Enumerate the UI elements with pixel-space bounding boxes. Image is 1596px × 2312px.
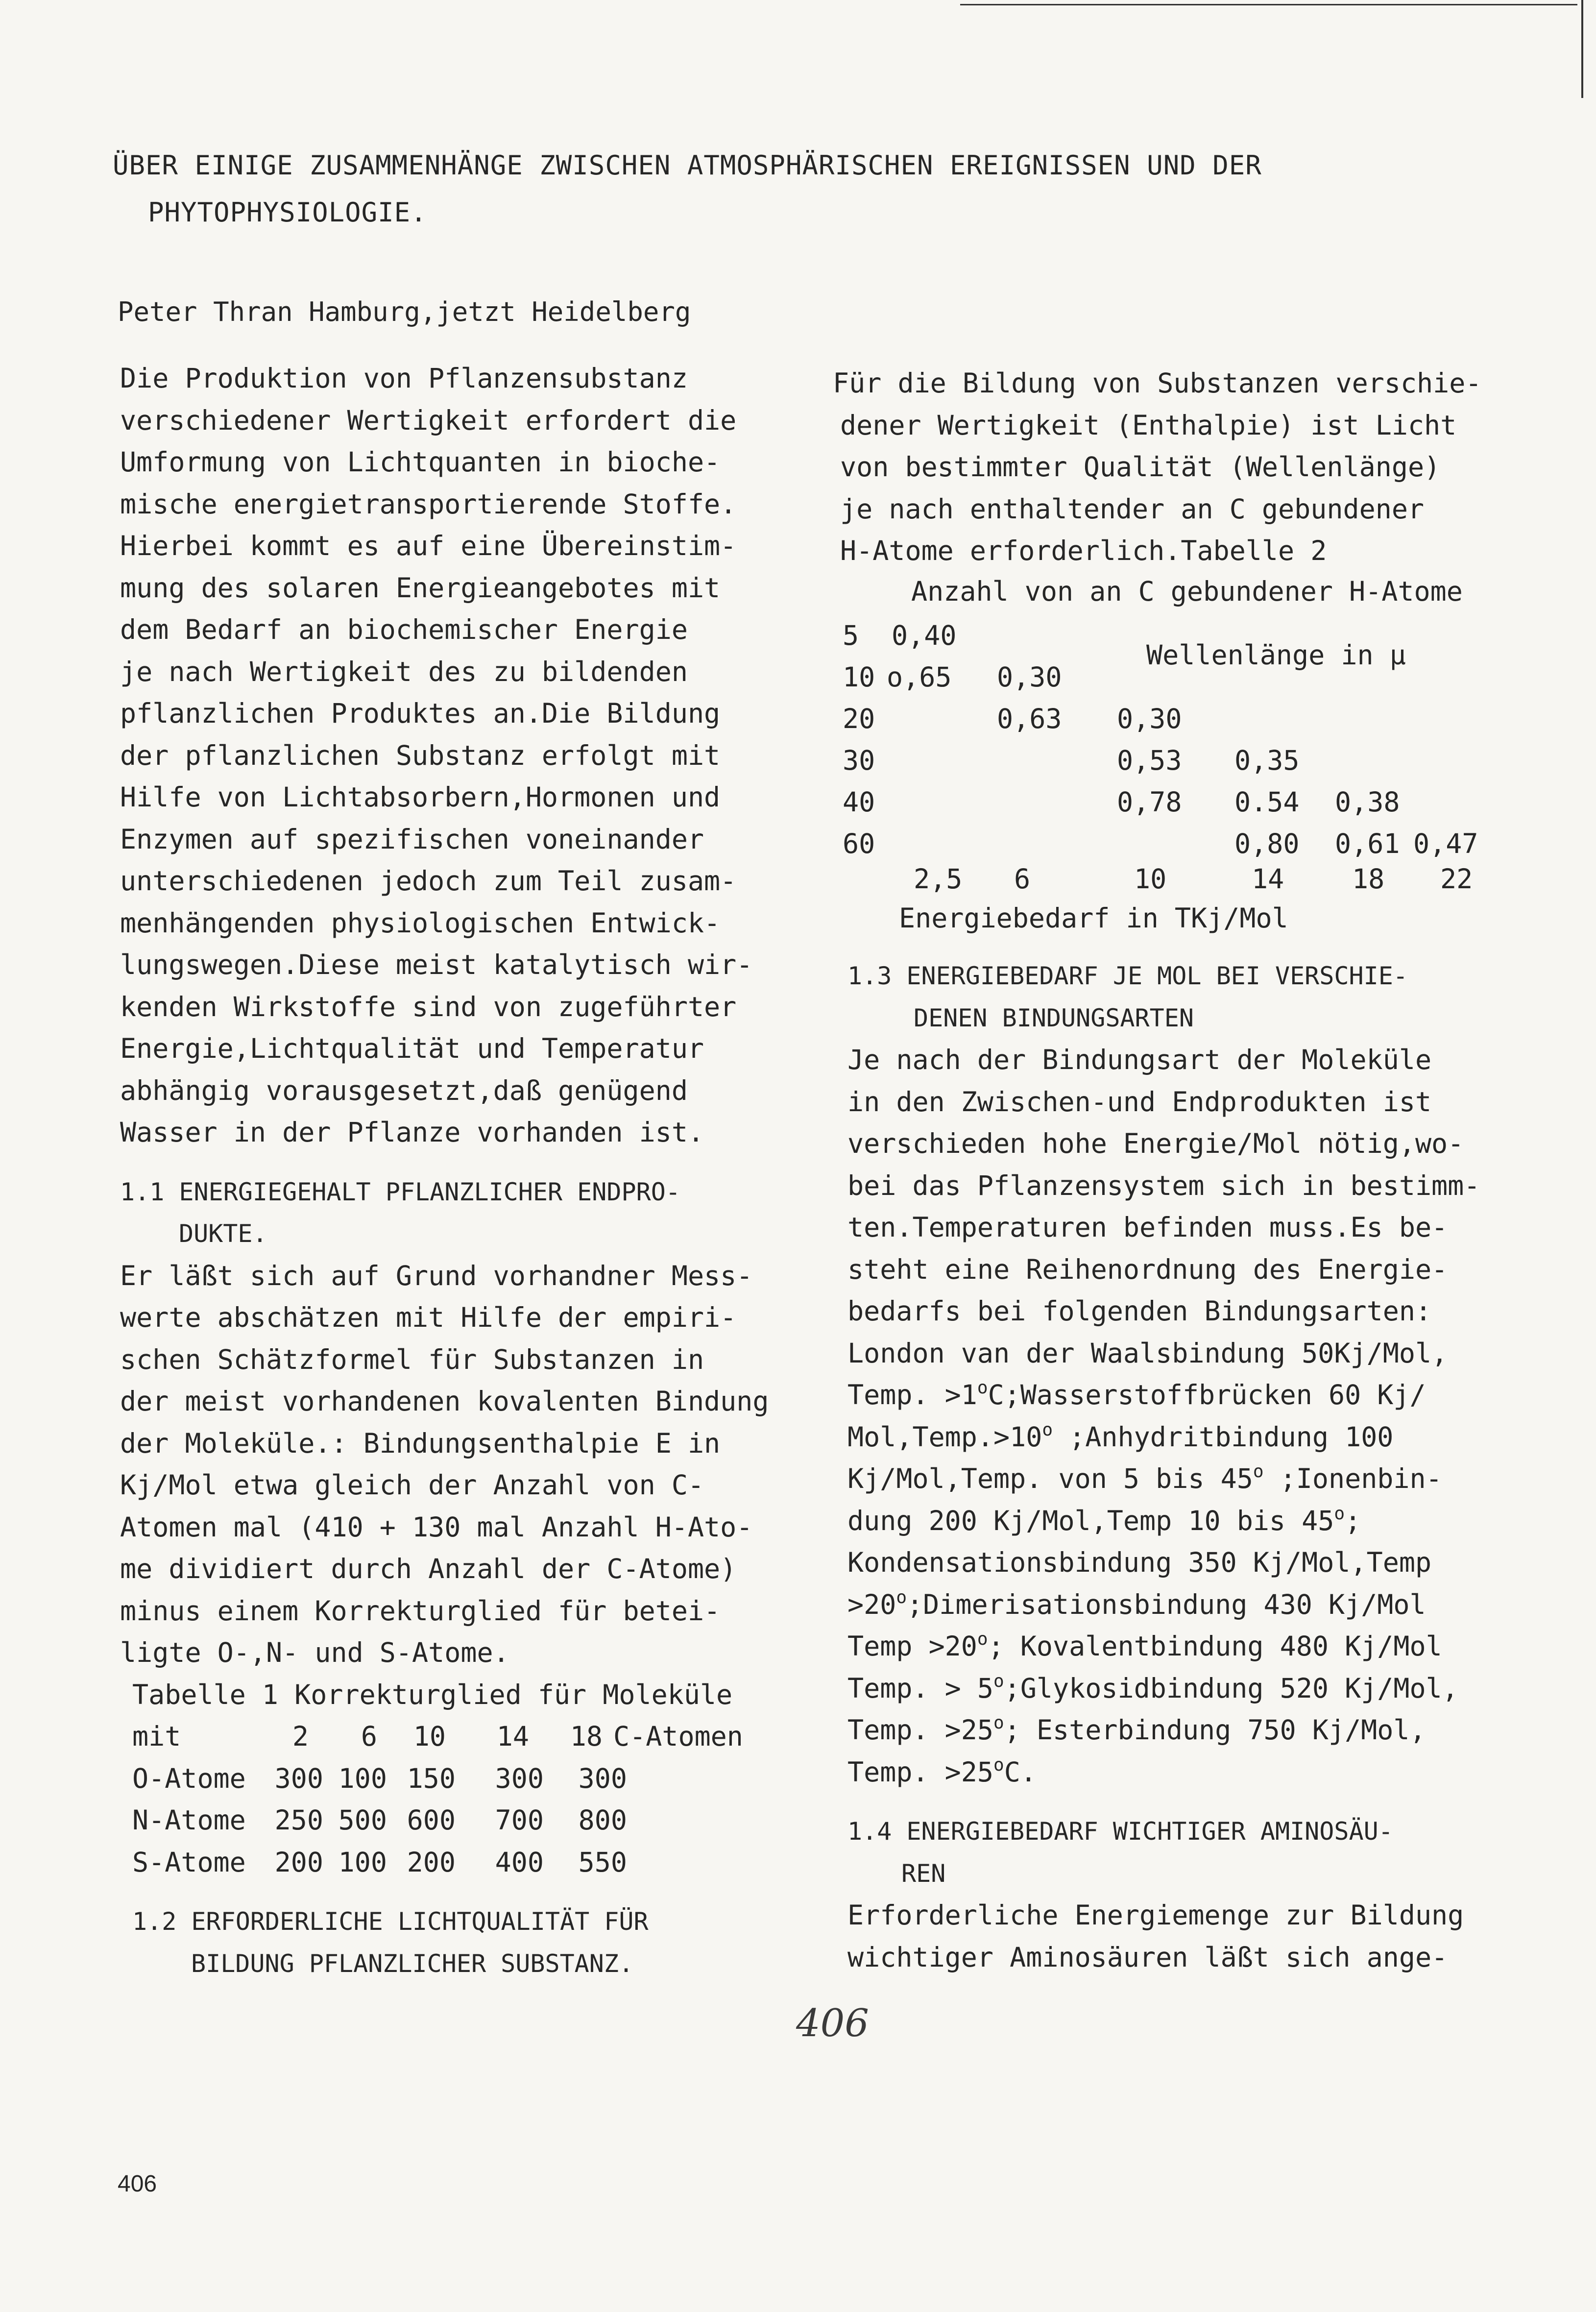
- title-line-1: ÜBER EINIGE ZUSAMMENHÄNGE ZWISCHEN ATMOSPHÄRISCHEN EREIGNISSEN UND DER: [113, 150, 1262, 181]
- degree-sign: o: [977, 1378, 988, 1398]
- table1-header-label: mit: [132, 1721, 181, 1752]
- table1-row-label: N-Atome: [132, 1804, 246, 1836]
- table1-cell: 250: [274, 1804, 323, 1836]
- title-line-2: PHYTOPHYSIOLOGIE.: [148, 197, 427, 228]
- degree-sign: o: [896, 1587, 907, 1607]
- table2-energy: 14: [1252, 863, 1284, 895]
- table1-row: [120, 1800, 806, 1842]
- para-line: H-Atome erforderlich.Tabelle 2: [840, 535, 1327, 566]
- table2-cell: 0,35: [1234, 745, 1300, 776]
- table1-cell: 300: [274, 1762, 323, 1794]
- table1-col: 14: [496, 1721, 529, 1752]
- table2-energy: 18: [1352, 863, 1385, 895]
- table1-cell: 150: [407, 1762, 456, 1794]
- table2-cell: 0,47: [1413, 828, 1478, 859]
- para-line: Er läßt sich auf Grund vorhandner Mess-: [120, 1260, 753, 1291]
- text-run: Kj/Mol,Temp. von 5 bis 45: [847, 1463, 1253, 1494]
- intro-line: je nach Wertigkeit des zu bildenden: [120, 656, 688, 687]
- table1-unit: C-Atomen: [613, 1721, 743, 1752]
- para-line: me dividiert durch Anzahl der C-Atome): [120, 1553, 737, 1584]
- table2-row-label: 60: [843, 828, 875, 859]
- degree-sign: o: [1253, 1461, 1264, 1482]
- para-line: werte abschätzen mit Hilfe der empiri-: [120, 1302, 737, 1333]
- text-run: ;Glykosidbindung 520 Kj/Mol,: [1004, 1672, 1458, 1704]
- table1-row: [120, 1758, 806, 1800]
- para-line: Erforderliche Energiemenge zur Bildung: [847, 1899, 1464, 1931]
- table1-col: 6: [361, 1721, 377, 1752]
- table2-energy: 2,5: [914, 863, 963, 895]
- para-line: dener Wertigkeit (Enthalpie) ist Licht: [840, 409, 1457, 441]
- para-line: minus einem Korrekturglied für betei-: [120, 1595, 721, 1627]
- para-line: Kj/Mol etwa gleich der Anzahl von C-: [120, 1469, 704, 1501]
- text-run: Temp. >25: [847, 1756, 994, 1788]
- para-line: Atomen mal (410 + 130 mal Anzahl H-Ato-: [120, 1511, 753, 1543]
- degree-sign: o: [1042, 1419, 1053, 1440]
- para-line: wichtiger Aminosäuren läßt sich ange-: [847, 1941, 1448, 1973]
- degree-sign: o: [993, 1671, 1004, 1691]
- para-line: Kondensationsbindung 350 Kj/Mol,Temp: [847, 1547, 1432, 1578]
- section-1-1-heading-cont: DUKTE.: [179, 1219, 267, 1248]
- para-line: [847, 1500, 1558, 1542]
- table2-cell: o,65: [887, 661, 952, 693]
- table2-cell: 0,40: [892, 620, 957, 651]
- table1-cell: 550: [578, 1846, 627, 1878]
- para-line: [847, 1374, 1558, 1416]
- para-line: [847, 1709, 1558, 1752]
- degree-sign: o: [977, 1629, 988, 1649]
- text-run: ; Kovalentbindung 480 Kj/Mol: [988, 1631, 1442, 1662]
- table1-cell: 100: [338, 1846, 387, 1878]
- table1-row-label: S-Atome: [132, 1846, 246, 1878]
- table2-cell: 0,61: [1335, 828, 1400, 859]
- intro-line: abhängig vorausgesetzt,daß genügend: [120, 1074, 688, 1106]
- table2-cell: 0,30: [1117, 703, 1182, 734]
- intro-line: Wasser in der Pflanze vorhanden ist.: [120, 1117, 704, 1148]
- table2-row-label: 20: [843, 703, 875, 734]
- table2-row-label: 40: [843, 786, 875, 818]
- author-line: Peter Thran Hamburg,jetzt Heidelberg: [118, 296, 691, 327]
- table2-unit-label: Wellenlänge in μ: [1146, 639, 1406, 671]
- para-line: der Moleküle.: Bindungsenthalpie E in: [120, 1427, 721, 1459]
- para-line: je nach enthaltender an C gebundener: [840, 493, 1425, 525]
- table1-cell: 200: [407, 1846, 456, 1878]
- table1-col: 10: [413, 1721, 446, 1752]
- text-run: ;Dimerisationsbindung 430 Kj/Mol: [907, 1588, 1426, 1620]
- text-run: C.: [1004, 1756, 1037, 1788]
- handwritten-page-number: 406: [796, 2001, 869, 2045]
- section-1-3-heading-cont: DENEN BINDUNGSARTEN: [914, 1003, 1194, 1032]
- table1-col: 18: [570, 1721, 603, 1752]
- table1-cell: 200: [274, 1846, 323, 1878]
- page-number: 406: [118, 2171, 157, 2197]
- intro-line: verschiedener Wertigkeit erfordert die: [120, 404, 737, 436]
- intro-line: Enzymen auf spezifischen voneinander: [120, 823, 704, 855]
- section-1-4-heading-cont: REN: [901, 1859, 946, 1888]
- table1-row: [120, 1842, 806, 1884]
- text-run: dung 200 Kj/Mol,Temp 10 bis 45: [847, 1505, 1334, 1536]
- table2-cell: 0,53: [1117, 745, 1182, 776]
- table2-cell: 0,78: [1117, 786, 1182, 818]
- text-run: >20: [847, 1588, 896, 1620]
- text-run: Temp. > 5: [847, 1672, 994, 1704]
- text-run: ; Esterbindung 750 Kj/Mol,: [1004, 1714, 1426, 1746]
- table1-cell: 400: [495, 1846, 544, 1878]
- para-line: London van der Waalsbindung 50Kj/Mol,: [847, 1337, 1448, 1369]
- para-line: steht eine Reihenordnung des Energie-: [847, 1253, 1448, 1285]
- para-line: ten.Temperaturen befinden muss.Es be-: [847, 1212, 1448, 1243]
- table1-cell: 700: [495, 1804, 544, 1836]
- table1-cell: 100: [338, 1762, 387, 1794]
- intro-line: Energie,Lichtqualität und Temperatur: [120, 1033, 704, 1064]
- intro-line: Hilfe von Lichtabsorbern,Hormonen und: [120, 781, 721, 813]
- table2-cell: 0,80: [1234, 828, 1300, 859]
- text-run: ;Ionenbin-: [1263, 1463, 1442, 1494]
- text-run: Temp >20: [847, 1631, 977, 1662]
- intro-line: lungswegen.Diese meist katalytisch wir-: [120, 949, 753, 980]
- para-line: bei das Pflanzensystem sich in bestimm-: [847, 1169, 1480, 1201]
- table1-header-row: [120, 1716, 806, 1758]
- section-1-1-heading: 1.1 ENERGIEGEHALT PFLANZLICHER ENDPRO-: [120, 1177, 680, 1206]
- para-line: der meist vorhandenen kovalenten Bindung: [120, 1386, 769, 1417]
- table2-cell: 0,63: [997, 703, 1062, 734]
- table1-cell: 600: [407, 1804, 456, 1836]
- para-line: [847, 1458, 1558, 1500]
- para-line: [847, 1416, 1558, 1459]
- para-line: in den Zwischen-und Endprodukten ist: [847, 1086, 1432, 1118]
- degree-sign: o: [1334, 1503, 1345, 1524]
- intro-line: der pflanzlichen Substanz erfolgt mit: [120, 739, 721, 771]
- table1-cell: 800: [578, 1804, 627, 1836]
- para-line: Für die Bildung von Substanzen verschie-: [833, 367, 1482, 399]
- table2-cell: 0,30: [997, 661, 1062, 693]
- para-line: ligte O-,N- und S-Atome.: [120, 1637, 509, 1668]
- table2-cell: 0,38: [1335, 786, 1400, 818]
- intro-line: Hierbei kommt es auf eine Übereinstim-: [120, 530, 737, 561]
- table2-energy: 6: [1014, 863, 1031, 895]
- para-line: [847, 1626, 1558, 1668]
- table1-caption: Tabelle 1 Korrekturglied für Moleküle: [132, 1679, 733, 1710]
- table2-cell: 0.54: [1234, 786, 1300, 818]
- table1-cell: 300: [578, 1762, 627, 1794]
- intro-line: dem Bedarf an biochemischer Energie: [120, 614, 688, 645]
- text-run: ;Anhydritbindung 100: [1053, 1421, 1394, 1453]
- right-column-bottom: [847, 955, 1558, 1978]
- para-line: [847, 1752, 1558, 1794]
- degree-sign: o: [993, 1754, 1004, 1775]
- intro-line: mung des solaren Energieangebotes mit: [120, 572, 721, 604]
- para-line: [847, 1584, 1558, 1626]
- section-1-2-heading-cont: BILDUNG PFLANZLICHER SUBSTANZ.: [191, 1949, 634, 1978]
- text-run: Temp. >25: [847, 1714, 994, 1746]
- table2-energy: 22: [1440, 863, 1473, 895]
- para-line: schen Schätzformel für Substanzen in: [120, 1343, 704, 1375]
- table2-row-label: 10: [843, 661, 875, 693]
- table2-energy-label: Energiebedarf in TKj/Mol: [899, 902, 1288, 934]
- table1-row-label: O-Atome: [132, 1762, 246, 1794]
- degree-sign: o: [993, 1713, 1004, 1733]
- text-run: ;: [1345, 1505, 1361, 1536]
- table2-energy: 10: [1134, 863, 1167, 895]
- intro-line: pflanzlichen Produktes an.Die Bildung: [120, 698, 721, 729]
- intro-line: Umformung von Lichtquanten in bioche-: [120, 446, 721, 478]
- table1-cell: 500: [338, 1804, 387, 1836]
- left-column: [120, 358, 806, 1985]
- section-1-3-heading: 1.3 ENERGIEBEDARF JE MOL BEI VERSCHIE-: [847, 962, 1408, 990]
- section-1-4-heading: 1.4 ENERGIEBEDARF WICHTIGER AMINOSÄU-: [847, 1817, 1393, 1846]
- para-line: Je nach der Bindungsart der Moleküle: [847, 1044, 1432, 1075]
- para-line: verschieden hohe Energie/Mol nötig,wo-: [847, 1128, 1464, 1159]
- para-line: bedarfs bei folgenden Bindungsarten:: [847, 1295, 1432, 1327]
- right-edge-rule: [1581, 0, 1583, 98]
- table2-row-label: 5: [843, 620, 859, 651]
- intro-line: kenden Wirkstoffe sind von zugeführter: [120, 991, 737, 1022]
- text-run: Temp. >1: [847, 1379, 977, 1411]
- intro-line: Die Produktion von Pflanzensubstanz: [120, 363, 688, 394]
- intro-line: menhängenden physiologischen Entwick-: [120, 907, 721, 939]
- table2-header: Anzahl von an C gebundener H-Atome: [911, 576, 1463, 607]
- table1-cell: 300: [495, 1762, 544, 1794]
- text-run: Mol,Temp.>10: [847, 1421, 1042, 1453]
- text-run: C;Wasserstoffbrücken 60 Kj/: [988, 1379, 1426, 1411]
- intro-line: unterschiedenen jedoch zum Teil zusam-: [120, 865, 737, 897]
- intro-line: mische energietransportierende Stoffe.: [120, 488, 737, 520]
- para-line: [847, 1668, 1558, 1710]
- table2-row-label: 30: [843, 745, 875, 776]
- section-1-2-heading: 1.2 ERFORDERLICHE LICHTQUALITÄT FÜR: [132, 1907, 649, 1936]
- para-line: von bestimmter Qualität (Wellenlänge): [840, 451, 1441, 483]
- table1-col: 2: [292, 1721, 309, 1752]
